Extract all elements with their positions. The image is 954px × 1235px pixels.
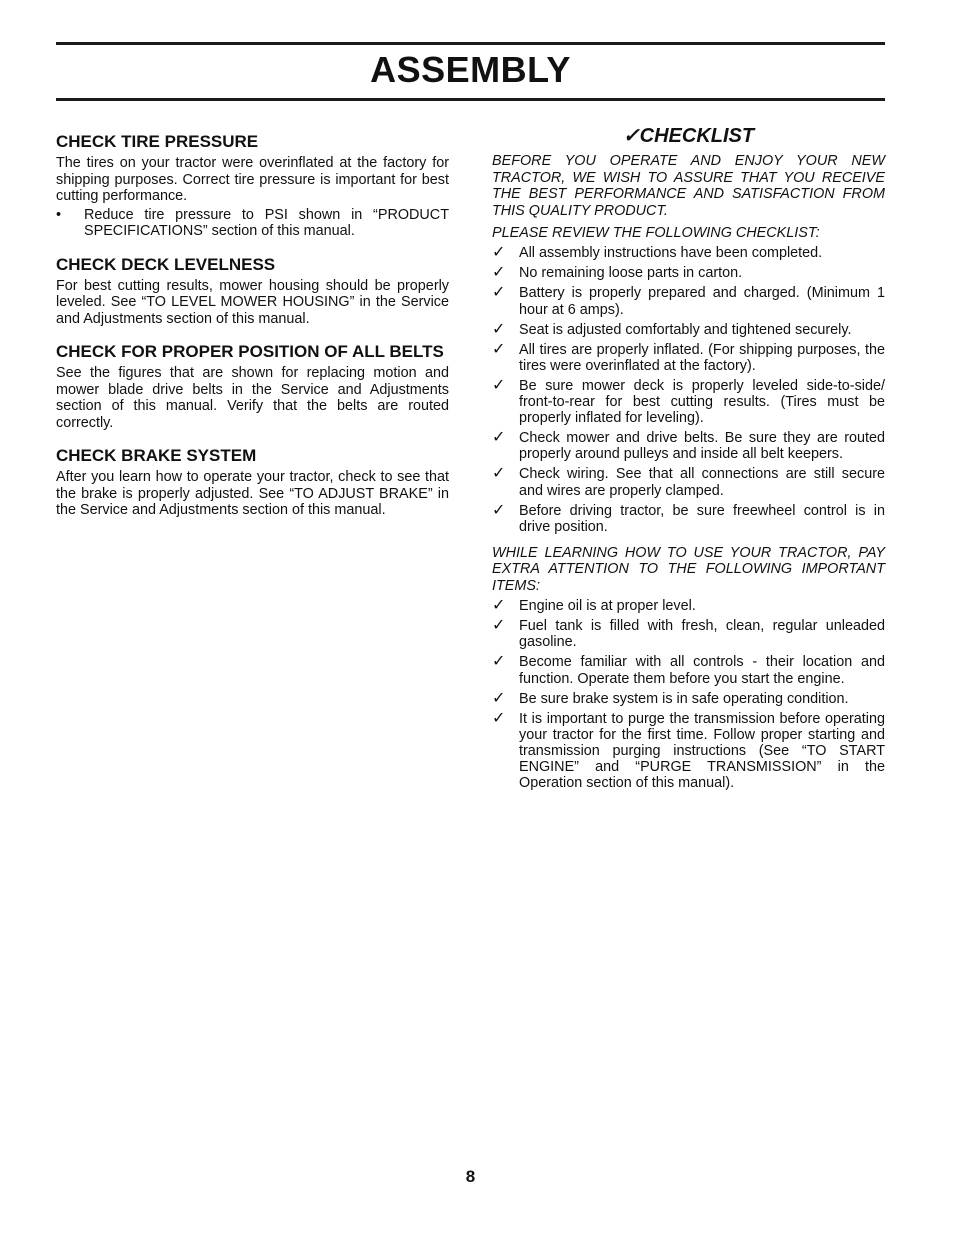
- checklist-item-text: Be sure mower deck is properly leveled side-to-side/ front-to-rear for best cutting results. (Tires must be properly inflated for leveling).: [519, 377, 885, 427]
- checklist-item: [492, 711, 885, 792]
- checkmark-icon: ✓: [492, 340, 506, 358]
- page-number: 8: [465, 1167, 476, 1186]
- section-body: See the figures that are shown for replacing motion and mower blade drive belts in the Service and Adjustments section of this manual. Verify that the belts are routed correctly.: [56, 365, 449, 431]
- checklist-items: [492, 245, 885, 535]
- checklist-item: [492, 378, 885, 427]
- checklist-item: [492, 322, 885, 338]
- left-column: [56, 132, 449, 534]
- checklist-review-label: PLEASE REVIEW THE FOLLOWING CHECKLIST:: [492, 225, 820, 241]
- checkmark-icon: ✓: [492, 501, 506, 519]
- checklist-item-text: Battery is properly prepared and charged. (Minimum 1 hour at 6 amps).: [519, 285, 885, 318]
- section-belts: [56, 342, 449, 431]
- checkmark-icon: ✓: [492, 465, 506, 483]
- checklist-item: [492, 466, 885, 498]
- bullet-dot-icon: •: [56, 206, 62, 223]
- checklist-item-text: Seat is adjusted comfortably and tightened securely.: [519, 321, 852, 338]
- checklist-item-text: Fuel tank is filled with fresh, clean, regular unleaded gasoline.: [519, 618, 885, 651]
- checkmark-icon: ✓: [492, 653, 506, 671]
- section-heading: CHECK BRAKE SYSTEM: [56, 446, 257, 465]
- checklist-item: [492, 265, 885, 281]
- checklist-intro: BEFORE YOU OPERATE AND ENJOY YOUR NEW TRACTOR, WE WISH TO ASSURE THAT YOU RECEIVE THE BEST PERFORMANCE AND SATISFACTION FROM THIS QUALITY PRODUCT.: [492, 153, 885, 219]
- checkmark-icon: ✓: [492, 244, 506, 262]
- section-deck-levelness: [56, 255, 449, 328]
- checkmark-icon: ✓: [492, 264, 506, 282]
- checkmark-icon: ✓: [492, 709, 506, 727]
- important-items: [492, 598, 885, 791]
- bullet-item: [56, 207, 449, 240]
- checklist-item-text: All assembly instructions have been completed.: [519, 245, 823, 262]
- checklist-item-text: Engine oil is at proper level.: [519, 598, 696, 615]
- checklist-item: [492, 654, 885, 686]
- checklist-item-text: No remaining loose parts in carton.: [519, 265, 743, 282]
- checklist-item: [492, 598, 885, 614]
- checkmark-icon: ✓: [492, 376, 506, 394]
- section-body: For best cutting results, mower housing should be properly leveled. See “TO LEVEL MOWER HOUSING” in the Service and Adjustments section of this manual.: [56, 277, 449, 327]
- section-heading: CHECK TIRE PRESSURE: [56, 132, 259, 151]
- section-body: The tires on your tractor were overinflated at the factory for shipping purposes. Correct tire pressure is important for best cutting performance.: [56, 155, 449, 204]
- checklist-item-text: It is important to purge the transmission before operating your tractor for the first time. Follow proper starting and transmission purging instructions (See “TO START ENGINE” and “PURGE TRANSMISSION” in the Operation section of this manual).: [519, 710, 885, 792]
- checklist-item: [492, 618, 885, 650]
- header-bottom-rule: [56, 98, 885, 101]
- checkmark-icon: ✓: [492, 429, 506, 447]
- checklist-item: [492, 342, 885, 374]
- bullet-text: Reduce tire pressure to PSI shown in “PRODUCT SPECIFICATIONS” section of this manual.: [84, 206, 449, 239]
- checklist-item-text: Check wiring. See that all connections are still secure and wires are properly clamped.: [519, 466, 885, 499]
- section-body: After you learn how to operate your tractor, check to see that the brake is properly adjusted. See “TO ADJUST BRAKE” in the Service and Adjustments section of this manual.: [56, 469, 449, 518]
- section-heading: CHECK FOR PROPER POSITION OF ALL BELTS: [56, 342, 444, 361]
- page-title: ASSEMBLY: [370, 49, 571, 90]
- checklist-item-text: Before driving tractor, be sure freewheel control is in drive position.: [519, 502, 885, 535]
- section-heading: CHECK DECK LEVELNESS: [56, 254, 276, 274]
- section-tire-pressure: [56, 132, 449, 240]
- checklist-item-text: Check mower and drive belts. Be sure they are routed properly around pulleys and inside all belt keepers.: [519, 430, 885, 463]
- checklist-item-text: Become familiar with all controls - their location and function. Operate them before you start the engine.: [519, 654, 885, 687]
- checklist-item: [492, 285, 885, 317]
- checklist-title: ✓CHECKLIST: [622, 125, 755, 147]
- checkmark-icon: ✓: [492, 689, 506, 707]
- while-learning-label: WHILE LEARNING HOW TO USE YOUR TRACTOR, PAY EXTRA ATTENTION TO THE FOLLOWING IMPORTANT ITEMS:: [492, 544, 885, 594]
- checkmark-icon: ✓: [492, 320, 506, 338]
- header-top-rule: [56, 42, 885, 45]
- checkmark-icon: ✓: [492, 284, 506, 302]
- checkmark-icon: ✓: [492, 597, 506, 615]
- checklist-item: [492, 245, 885, 261]
- section-brake-system: [56, 446, 449, 519]
- right-column: [492, 125, 885, 792]
- checklist-item-text: Be sure brake system is in safe operating condition.: [519, 690, 849, 707]
- checklist-item: [492, 503, 885, 535]
- checklist-item: [492, 691, 885, 707]
- checklist-item: [492, 430, 885, 462]
- checkmark-icon: ✓: [492, 617, 506, 635]
- checklist-item-text: All tires are properly inflated. (For shipping purposes, the tires were overinflated at the factory).: [519, 341, 885, 374]
